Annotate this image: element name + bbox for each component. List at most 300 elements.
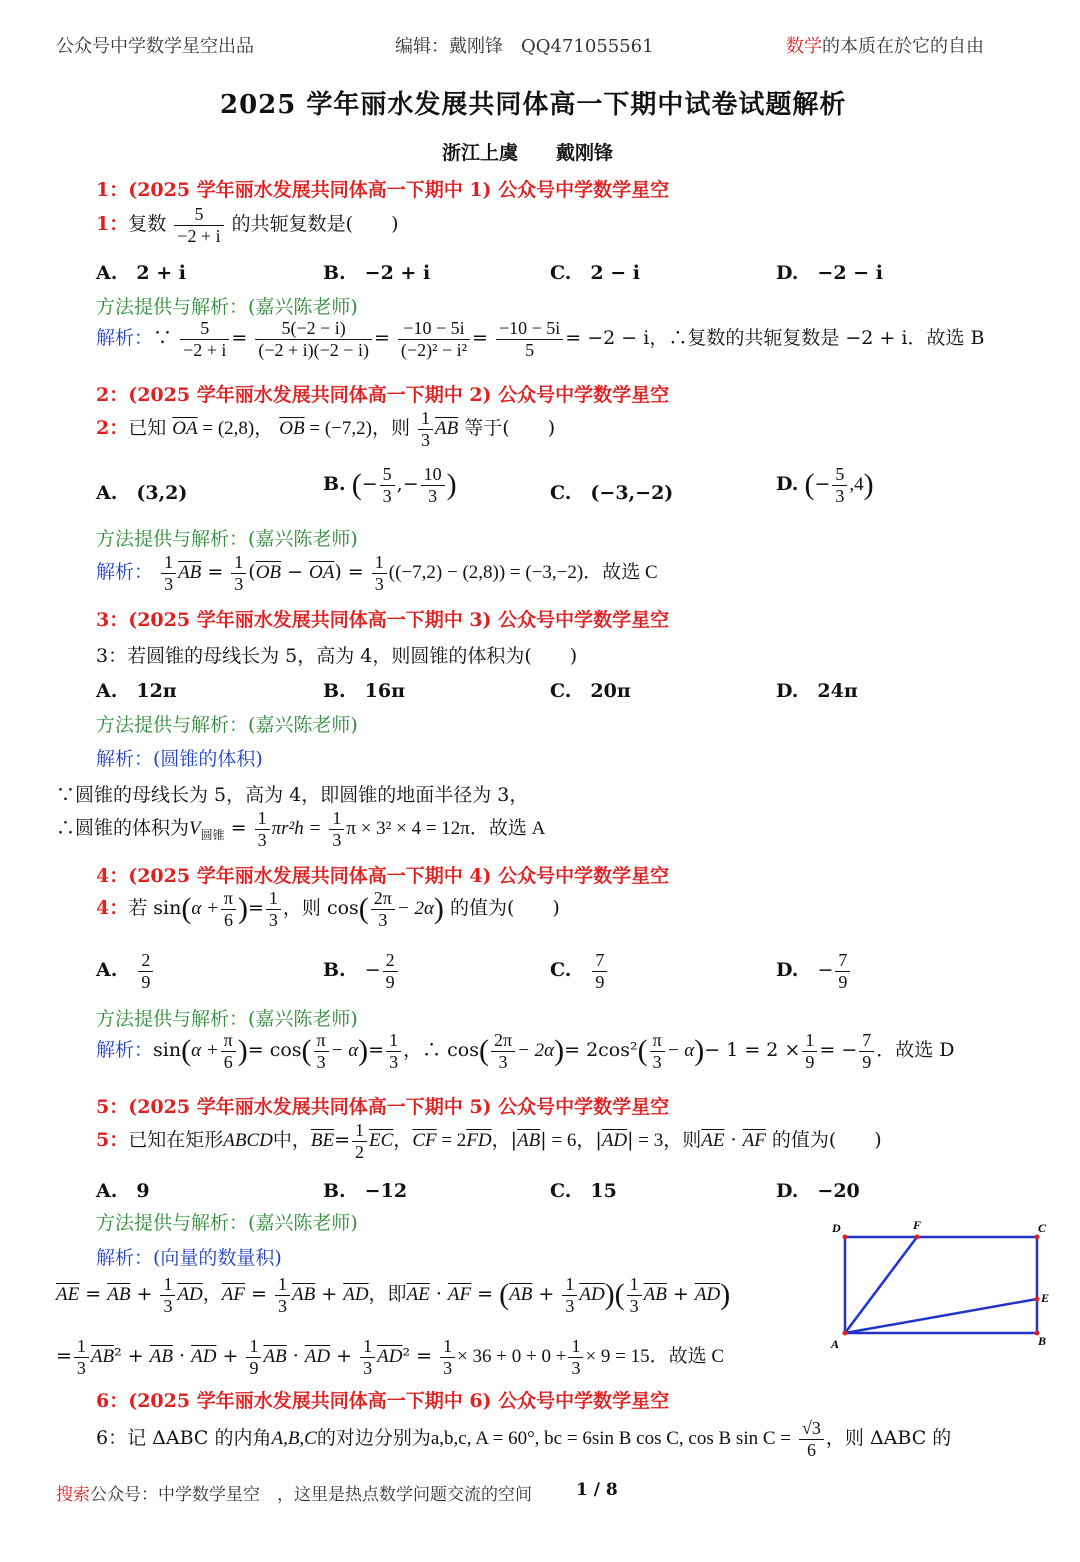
q4-v13-den: 3 xyxy=(268,909,278,930)
q5-l2-a: = xyxy=(56,1345,72,1368)
q5-l1-g: · xyxy=(429,1283,448,1306)
q5-stem-b: 中， xyxy=(272,1129,311,1152)
q2-stem-a: 已知 xyxy=(128,417,167,440)
q2-sol-frac2-den: 3 xyxy=(234,573,244,594)
q6-stem-b: A,B,C xyxy=(271,1428,317,1450)
header-right xyxy=(786,32,984,58)
q6-frac xyxy=(799,1418,824,1460)
q5-l1-f2-num: 1 xyxy=(275,1274,290,1296)
q4-option-a-num: 2 xyxy=(138,950,153,972)
q4-sol-f2-num: π xyxy=(314,1030,329,1052)
q4-2pi3-num: 2π xyxy=(371,888,395,910)
q4-sol-d: − α xyxy=(330,1040,359,1062)
q4-v13-num: 1 xyxy=(266,888,281,910)
q6-stem-a: 6：记 ΔABC 的内角 xyxy=(96,1427,272,1450)
q5-option-a: A. 9 xyxy=(96,1180,150,1202)
q4-solution xyxy=(96,1030,955,1072)
q5-stem-c: = xyxy=(334,1129,351,1152)
q5-l2-f1 xyxy=(74,1336,89,1378)
q5-abcd: ABCD xyxy=(223,1130,273,1152)
q4-pi6 xyxy=(221,888,236,930)
q5-fd: $\overline{FD}$ xyxy=(466,1130,492,1152)
q5-l1-plus2: + xyxy=(666,1283,695,1306)
q4-sol-l: ．故选 D xyxy=(876,1039,955,1062)
q2-sol-frac3 xyxy=(372,552,387,594)
q1-sol-f4-den: 5 xyxy=(525,339,535,360)
q2-sol-tail: ((−7,2) − (2,8)) = (−3,−2)．故选 C xyxy=(388,562,658,584)
q4-option-b-label: B. xyxy=(323,959,346,982)
q2-sol-frac3-den: 3 xyxy=(374,573,384,594)
q5-half xyxy=(352,1120,367,1162)
q2-stem-frac xyxy=(418,408,433,450)
q1-option-a: A. 2 + i xyxy=(96,262,186,284)
q5-analysis-label: 解析：(向量的数量积) xyxy=(96,1247,282,1269)
q4-stem xyxy=(96,888,560,930)
q5-stem-i: · xyxy=(724,1129,743,1152)
q5-l2-f2-num: 1 xyxy=(246,1336,261,1358)
q2-sol-frac2-num: 1 xyxy=(231,552,246,574)
q4-stem-d: 的值为( ) xyxy=(449,897,560,920)
q5-l1-ae2: $\overline{AE}$ xyxy=(406,1284,430,1306)
q1-source: 方法提供与解析：(嘉兴陈老师) xyxy=(96,296,358,318)
q2-oa-val: = (2,8)， xyxy=(197,418,274,440)
rect-abcd xyxy=(845,1237,1037,1333)
q1-stem xyxy=(96,204,398,246)
q5-l2-d: + xyxy=(216,1345,245,1368)
q4-option-a xyxy=(96,950,155,992)
q5-l2-f4 xyxy=(440,1336,455,1378)
q2-option-b: B. (− $\frac{5}{3}$ ,− $\frac{10}{3}$ ) xyxy=(323,464,457,506)
q5-l2-e: ² = xyxy=(402,1345,439,1368)
vertex-f xyxy=(915,1235,920,1240)
q5-l2-f4-num: 1 xyxy=(440,1336,455,1358)
author: 浙江上虞 戴刚锋 xyxy=(442,142,614,164)
label-a: A xyxy=(831,1337,840,1351)
q2-option-b-f1 xyxy=(380,464,395,506)
q3-source: 方法提供与解析：(嘉兴陈老师) xyxy=(96,714,358,736)
q5-l2-f1-den: 3 xyxy=(76,1357,86,1378)
q5-l1-ab: $\overline{AB}$ xyxy=(107,1284,131,1306)
q4-sol-lp1: ( xyxy=(181,1034,192,1068)
q2-stem-frac-num: 1 xyxy=(418,408,433,430)
page-title: 2025 学年丽水发展共同体高一下期中试卷试题解析 xyxy=(220,90,847,120)
q2-option-b-f1-den: 3 xyxy=(382,485,392,506)
q2-heading: 2：(2025 学年丽水发展共同体高一下期中 2) 公众号中学数学星空 xyxy=(96,384,670,406)
q5-l1-ad4: $\overline{AD}$ xyxy=(694,1284,721,1306)
q4-sol-f2-den: 3 xyxy=(316,1051,326,1072)
header-center: 编辑：戴刚锋 QQ471055561 xyxy=(395,36,654,57)
q4-sol-c: = cos xyxy=(247,1039,302,1062)
q2-option-b-f2-num: 10 xyxy=(421,464,445,486)
q4-stem-a: 若 sin xyxy=(128,897,182,920)
q2-sol-oa: $\overline{OA}$ xyxy=(309,562,335,584)
q1-stem-b: 的共轭复数是( ) xyxy=(231,213,399,236)
q4-rparen1: ) xyxy=(237,892,248,926)
q4-sol-f3-den: 3 xyxy=(389,1051,399,1072)
q4-sol-f3-num: 1 xyxy=(386,1030,401,1052)
header-right-rest: 的本质在於它的自由 xyxy=(822,36,984,57)
q2-sol-ab: $\overline{AB}$ xyxy=(178,562,202,584)
q4-sol-k: = − xyxy=(819,1039,858,1062)
q5-l1-af2: $\overline{AF}$ xyxy=(447,1284,472,1306)
q2-sol-frac2 xyxy=(231,552,246,594)
q5-l2-f5-num: 1 xyxy=(568,1336,583,1358)
q5-l1-e: + xyxy=(315,1283,344,1306)
q5-l2-ad3: $\overline{AD}$ xyxy=(377,1346,403,1368)
q1-option-b: B. −2 + i xyxy=(323,262,431,284)
q1-frac-num: 5 xyxy=(174,204,223,226)
q4-sol-f1-den: 6 xyxy=(223,1051,233,1072)
q6-stem-c: 的对边分别为 xyxy=(316,1427,431,1450)
q4-sol-f1-num: π xyxy=(221,1030,236,1052)
q3-line1: ∵圆锥的母线长为 5，高为 4，即圆锥的地面半径为 3， xyxy=(56,784,529,806)
q5-ad: $\overline{AD}$ xyxy=(601,1130,628,1152)
q2-stem-b: 等于( ) xyxy=(464,417,556,440)
q3-frac1-num: 1 xyxy=(255,808,270,830)
q2-option-d-tail: ,4 xyxy=(849,474,864,496)
q4-sol-lp3: ( xyxy=(478,1034,489,1068)
footer-text xyxy=(56,1480,532,1505)
q5-l1-f4-den: 3 xyxy=(629,1295,639,1316)
q1-sol-f3 xyxy=(398,318,470,360)
q4-sol-lp2: ( xyxy=(301,1034,312,1068)
q5-l1-f: ，即 xyxy=(368,1283,407,1306)
q1-because: ∵ xyxy=(153,327,173,350)
q5-stem-j: 的值为( ) xyxy=(771,1129,882,1152)
q2-solution: 解析： $\frac{1}{3}$ $\overline{AB}$ = $\frac{1}{3}$ $(\overline{OB} - \overline{OA})$ = $\frac{1}{3}$ ((−7,2) − (2,8)) = (−3,−2)．故选 C xyxy=(96,552,658,594)
q5-l2-f2-den: 9 xyxy=(249,1357,259,1378)
footer-rest: 公众号：中学数学星空 ，这里是热点数学问题交流的空间 xyxy=(90,1485,532,1505)
q4-option-d-frac xyxy=(835,950,850,992)
q5-stem-e: = 2 xyxy=(436,1130,467,1152)
q6-stem-d: a,b,c, A = 60°, bc = 6sin B cos C, cos B sin C = xyxy=(430,1428,791,1450)
q1-frac-den: −2 + i xyxy=(177,225,221,246)
q4-option-d-label: D. xyxy=(776,959,799,982)
q4-stem-b: ，则 cos xyxy=(282,897,359,920)
q5-stem-a: 已知在矩形 xyxy=(128,1129,224,1152)
q5-l2-g: × 9 = 15．故选 C xyxy=(585,1346,725,1368)
q5-line2 xyxy=(56,1336,724,1378)
q2-number: 2： xyxy=(96,417,129,440)
q3-option-a: A. 12π xyxy=(96,680,177,702)
q2-sol-frac1-den: 3 xyxy=(164,573,174,594)
q5-l1-lp2: ( xyxy=(614,1278,625,1312)
q1-sol-f3-num: −10 − 5i xyxy=(398,318,470,340)
q1-sol-tail: = −2 − i，∴复数的共轭复数是 −2 + i．故选 B xyxy=(565,327,985,350)
q2-stem-frac-den: 3 xyxy=(421,429,431,450)
q4-option-a-frac xyxy=(138,950,153,992)
q2-option-b-label: B. xyxy=(323,473,346,496)
q5-l1-f3-num: 1 xyxy=(562,1274,577,1296)
q5-l1-ab2: $\overline{AB}$ xyxy=(292,1284,316,1306)
q3-line2-a: ∴圆锥的体积为 xyxy=(56,817,190,840)
q2-option-b-lparen: ( xyxy=(351,468,362,502)
q6-frac-num: √3 xyxy=(799,1418,824,1440)
q4-sol-g: − 2α xyxy=(517,1040,555,1062)
q4-option-c-frac xyxy=(592,950,607,992)
q5-cf: $\overline{CF}$ xyxy=(412,1130,437,1152)
q4-option-c xyxy=(550,950,609,992)
q5-half-den: 2 xyxy=(355,1141,365,1162)
q4-lparen2: ( xyxy=(358,892,369,926)
q4-sol-f7 xyxy=(859,1030,874,1072)
q5-l2-f4-den: 3 xyxy=(443,1357,453,1378)
q5-ec: $\overline{EC}$ xyxy=(369,1130,394,1152)
q4-option-d-sign: − xyxy=(817,959,834,982)
q4-source: 方法提供与解析：(嘉兴陈老师) xyxy=(96,1008,358,1030)
q3-frac2-num: 1 xyxy=(329,808,344,830)
q4-sol-b: α + xyxy=(191,1040,219,1062)
q5-l2-ab2: $\overline{AB}$ xyxy=(149,1346,173,1368)
q5-be: $\overline{BE}$ xyxy=(310,1130,335,1152)
q4-sol-f7-num: 7 xyxy=(859,1030,874,1052)
q4-sol-f4 xyxy=(491,1030,515,1072)
header-right-red: 数学 xyxy=(786,36,822,57)
q5-l1-f1-num: 1 xyxy=(160,1274,175,1296)
q3-heading: 3：(2025 学年丽水发展共同体高一下期中 3) 公众号中学数学星空 xyxy=(96,609,670,631)
q3-frac2-den: 3 xyxy=(332,829,342,850)
header-left: 公众号中学数学星空出品 xyxy=(56,36,254,57)
q5-l1-b: + xyxy=(130,1283,159,1306)
q5-l1-ae: $\overline{AE}$ xyxy=(56,1284,80,1306)
q1-analysis-label: 解析： xyxy=(96,327,154,350)
q5-stem: 5：已知在矩形ABCD中，$\overline{BE}=$ $\frac{1}{2}$ $\overline{EC}$，$\overline{CF} = 2\overline{FD}$，$|\overline{AB}| = 6$，$|\overline{AD}| = 3$，则$\overline{AE} \cdot \overline{AF}$ 的值为( ) xyxy=(96,1120,882,1162)
vertex-e xyxy=(1035,1297,1040,1302)
q5-l2-ab3: $\overline{AB}$ xyxy=(263,1346,287,1368)
q4-heading: 4：(2025 学年丽水发展共同体高一下期中 4) 公众号中学数学星空 xyxy=(96,865,670,887)
q4-sol-i: − α xyxy=(666,1040,695,1062)
q5-half-num: 1 xyxy=(352,1120,367,1142)
q4-eq: = xyxy=(247,897,264,920)
q5-l1-h: = xyxy=(471,1283,500,1306)
q2-vec-ob: $\overline{OB}$ xyxy=(279,418,305,440)
q5-l2-d2: + xyxy=(330,1345,359,1368)
q4-sol-rp3: ) xyxy=(554,1034,565,1068)
q4-sol-f6-num: 1 xyxy=(802,1030,817,1052)
q5-l1-ad3: $\overline{AD}$ xyxy=(579,1284,605,1306)
q1-sol-f4 xyxy=(496,318,563,360)
q5-l1-rp1: ) xyxy=(604,1278,615,1312)
segment-ae xyxy=(845,1299,1037,1333)
q4-sol-f3 xyxy=(386,1030,401,1072)
q5-l1-f2 xyxy=(275,1274,290,1316)
q5-line1 xyxy=(56,1274,730,1316)
q5-l2-f5-den: 3 xyxy=(571,1357,581,1378)
q1-option-c: C. 2 − i xyxy=(550,262,640,284)
q5-ab: $\overline{AB}$ xyxy=(517,1130,541,1152)
q5-l1-d: = xyxy=(245,1283,273,1306)
q4-sol-h: = 2cos² xyxy=(564,1039,638,1062)
q5-option-b: B. −12 xyxy=(323,1180,408,1202)
q2-vec-oa: $\overline{OA}$ xyxy=(172,418,198,440)
q1-heading: 1：(2025 学年丽水发展共同体高一下期中 1) 公众号中学数学星空 xyxy=(96,179,670,201)
q2-option-b-rparen: ) xyxy=(446,468,457,502)
q5-l2-f3-num: 1 xyxy=(360,1336,375,1358)
q4-sol-f4-den: 3 xyxy=(498,1051,508,1072)
q4-2pi3 xyxy=(371,888,395,930)
q1-sol-f1 xyxy=(180,318,229,360)
label-b: B xyxy=(1038,1334,1047,1348)
q4-sol-rp2: ) xyxy=(358,1034,369,1068)
q5-stem-d: ， xyxy=(393,1129,413,1152)
q3-frac2 xyxy=(329,808,344,850)
q2-option-c: C. (−3,−2) xyxy=(550,482,674,504)
q4-sol-f5 xyxy=(650,1030,665,1072)
q4-sol-rp1: ) xyxy=(237,1034,248,1068)
q4-option-b-den: 9 xyxy=(385,971,395,992)
q5-l1-a: = xyxy=(79,1283,108,1306)
q4-sol-f: ，∴ cos xyxy=(403,1039,479,1062)
q4-sol-f5-den: 3 xyxy=(652,1051,662,1072)
q4-analysis-label: 解析： xyxy=(96,1039,154,1062)
q5-l2-f2 xyxy=(246,1336,261,1378)
q1-sol-f3-den: (−2)² − i² xyxy=(400,339,468,360)
q4-pi6-den: 6 xyxy=(223,909,233,930)
q2-sol-frac3-num: 1 xyxy=(372,552,387,574)
q5-heading: 5：(2025 学年丽水发展共同体高一下期中 5) 公众号中学数学星空 xyxy=(96,1096,670,1118)
q3-frac1-den: 3 xyxy=(257,829,267,850)
q5-l1-f1-den: 3 xyxy=(163,1295,173,1316)
q1-sol-f1-num: 5 xyxy=(180,318,229,340)
q5-l1-rp2: ) xyxy=(720,1278,731,1312)
q5-l2-ad2: $\overline{AD}$ xyxy=(304,1346,331,1368)
q5-option-d: D. −20 xyxy=(776,1180,860,1202)
segment-af xyxy=(845,1237,917,1333)
q5-l2-f3-den: 3 xyxy=(363,1357,373,1378)
q4-option-c-label: C. xyxy=(550,959,572,982)
q4-2pi3-den: 3 xyxy=(378,909,388,930)
q5-l2-ab: $\overline{AB}$ xyxy=(90,1346,115,1368)
vertex-a xyxy=(843,1331,848,1336)
q1-sol-f2 xyxy=(255,318,372,360)
label-e: E xyxy=(1041,1291,1050,1305)
q4-sol-rp4: ) xyxy=(694,1034,705,1068)
q5-source: 方法提供与解析：(嘉兴陈老师) xyxy=(96,1212,358,1234)
q2-option-d-f-den: 3 xyxy=(835,485,845,506)
footer-red: 搜索 xyxy=(56,1485,90,1505)
q4-option-b-sign: − xyxy=(364,959,381,982)
vertex-c xyxy=(1035,1235,1040,1240)
q4-lparen1: ( xyxy=(181,892,192,926)
q2-option-d-f-num: 5 xyxy=(832,464,847,486)
q5-number: 5： xyxy=(96,1129,129,1152)
q2-ob-val: = (−7,2)，则 xyxy=(304,418,410,440)
q3-option-b: B. 16π xyxy=(323,680,406,702)
q2-option-d-f xyxy=(832,464,847,506)
q5-stem-f: ， xyxy=(491,1129,511,1152)
q4-option-a-den: 9 xyxy=(141,971,151,992)
q4-sol-f6-den: 9 xyxy=(805,1051,815,1072)
q6-stem xyxy=(96,1418,951,1460)
q4-sol-j: − 1 = 2 × xyxy=(704,1039,801,1062)
q4-option-d-den: 9 xyxy=(838,971,848,992)
q5-l2-c: · xyxy=(172,1345,192,1368)
q5-l1-ad2: $\overline{AD}$ xyxy=(343,1284,369,1306)
q5-l1-ad: $\overline{AD}$ xyxy=(177,1284,203,1306)
q4-option-c-den: 9 xyxy=(595,971,605,992)
q3-line2-mid: πr²h = xyxy=(271,818,322,840)
q4-option-b-num: 2 xyxy=(383,950,398,972)
q5-l1-f4-num: 1 xyxy=(627,1274,642,1296)
q2-vec-ab: $\overline{AB}$ xyxy=(435,418,459,440)
q4-sol-f2 xyxy=(314,1030,329,1072)
q2-option-b-f2 xyxy=(421,464,445,506)
q4-option-b xyxy=(323,950,400,992)
q4-option-a-label: A. xyxy=(96,959,118,982)
q2-option-d-label: D. xyxy=(776,473,799,496)
q2-sol-ob: $\overline{OB}$ xyxy=(255,562,282,584)
q6-heading: 6：(2025 学年丽水发展共同体高一下期中 6) 公众号中学数学星空 xyxy=(96,1390,670,1412)
q5-l1-ab4: $\overline{AB}$ xyxy=(643,1284,667,1306)
q1-stem-a: 复数 xyxy=(128,213,167,236)
q4-sol-lp4: ( xyxy=(637,1034,648,1068)
q2-option-d: D. (− $\frac{5}{3}$ ,4) xyxy=(776,464,874,506)
q4-option-d xyxy=(776,950,852,992)
page-number: 1 / 8 xyxy=(576,1480,618,1500)
q4-sol-f5-num: π xyxy=(650,1030,665,1052)
q6-frac-den: 6 xyxy=(806,1439,816,1460)
q5-l1-f3 xyxy=(562,1274,577,1316)
q3-v-sub: 圆锥 xyxy=(200,827,225,842)
q3-line2: ∴圆锥的体积为$V_{圆锥}$ = $\frac{1}{3}$ πr²h = $\frac{1}{3}$ π × 3² × 4 = 12π．故选 A xyxy=(56,808,546,850)
q4-number: 4： xyxy=(96,897,129,920)
q4-sol-f4-num: 2π xyxy=(491,1030,515,1052)
rectangle-figure xyxy=(825,1215,1060,1355)
q3-option-d: D. 24π xyxy=(776,680,858,702)
q5-stem-g: = 6， xyxy=(546,1130,596,1152)
q5-l1-f3-den: 3 xyxy=(565,1295,575,1316)
q4-v13 xyxy=(266,888,281,930)
q5-ae: $\overline{AE}$ xyxy=(701,1130,725,1152)
label-c: C xyxy=(1038,1221,1047,1235)
q5-l2-f: × 36 + 0 + 0 + xyxy=(457,1346,567,1368)
q5-l1-af: $\overline{AF}$ xyxy=(221,1284,245,1306)
q4-sol-a: sin xyxy=(153,1039,182,1062)
q6-stem-e: ，则 ΔABC 的 xyxy=(825,1427,952,1450)
q4-sol-f6 xyxy=(802,1030,817,1072)
q1-option-d: D. −2 − i xyxy=(776,262,883,284)
q3-line2-tail: π × 3² × 4 = 12π．故选 A xyxy=(346,818,546,840)
q4-pi6-num: π xyxy=(221,888,236,910)
q2-analysis-label: 解析： xyxy=(96,561,154,584)
q2-option-b-f1-num: 5 xyxy=(380,464,395,486)
q2-stem xyxy=(96,408,555,450)
q5-l1-ab3: $\overline{AB}$ xyxy=(509,1284,533,1306)
q2-option-d-rparen: ) xyxy=(863,468,874,502)
q4-option-d-num: 7 xyxy=(835,950,850,972)
q1-solution: 解析：∵ $\frac{5}{-2 + i}$ = $\frac{5(-2 - i)}{(-2 + i)(-2 - i)}$ = $\frac{-10 - 5i}{\text{(−2)² − i²}}$ = $\frac{-10 - 5i}{5}$ = −2 − i，∴复数的共轭复数是 −2 + i．故选 B xyxy=(96,318,985,360)
q2-option-d-lparen: ( xyxy=(804,468,815,502)
q5-l1-f2-den: 3 xyxy=(278,1295,287,1316)
q5-l2-f5 xyxy=(568,1336,583,1378)
q4-sol-e: = xyxy=(368,1039,385,1062)
q5-af: $\overline{AF}$ xyxy=(742,1130,766,1152)
q2-sol-frac1-num: 1 xyxy=(161,552,176,574)
q2-option-b-f2-den: 3 xyxy=(428,485,438,506)
q4-option-c-num: 7 xyxy=(592,950,607,972)
q2-option-a: A. (3,2) xyxy=(96,482,188,504)
q5-l2-b: ² + xyxy=(114,1345,150,1368)
q5-l1-lp1: ( xyxy=(499,1278,510,1312)
q5-l2-f3 xyxy=(360,1336,375,1378)
q1-sol-f1-den: −2 + i xyxy=(183,339,227,360)
q5-l1-f4 xyxy=(627,1274,642,1316)
q4-rparen2: ) xyxy=(433,892,444,926)
q4-sol-f1 xyxy=(221,1030,236,1072)
label-d: D xyxy=(832,1221,841,1235)
q2-sol-frac1 xyxy=(161,552,176,594)
q5-stem-h: = 3，则 xyxy=(633,1130,702,1152)
